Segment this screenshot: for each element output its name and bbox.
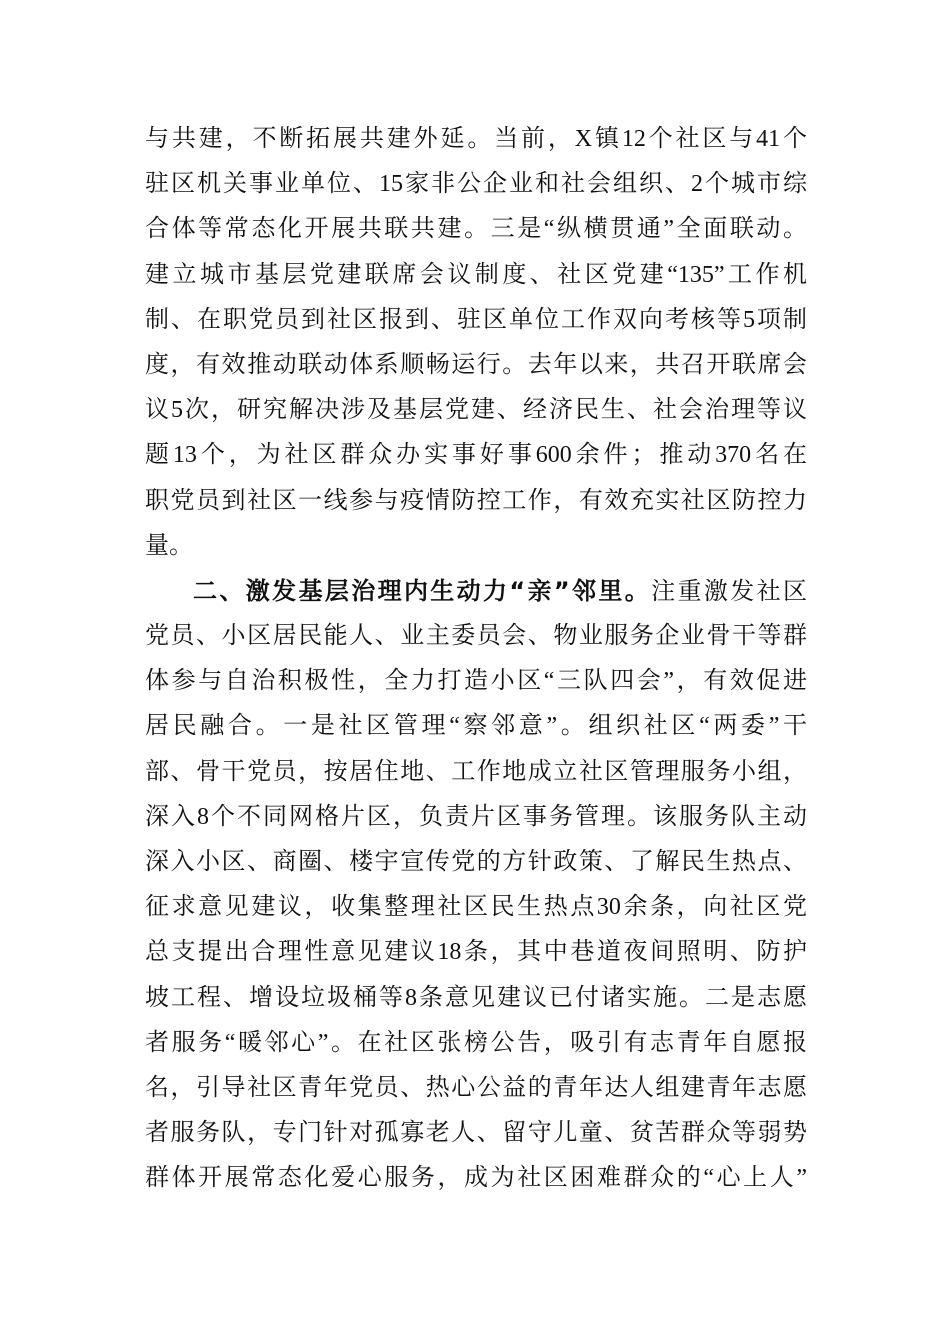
text-line: 群体开展常态化爱心服务，成为社区困难群众的“心上人”	[145, 1165, 807, 1192]
heading-line	[145, 569, 807, 614]
document-page	[145, 117, 807, 1202]
text-line: 部、骨干党员，按居住地、工作地成立社区管理服务小组，	[145, 758, 807, 785]
text-line: 总支提出合理性意见建议18条，其中巷道夜间照明、防护	[145, 939, 807, 966]
paragraph-1	[145, 117, 807, 569]
text-line: 体参与自治积极性，全力打造小区“三队四会”，有效促进	[145, 668, 807, 695]
section-heading: 二、激发基层治理内生动力“亲”邻里。	[193, 576, 652, 605]
text-line: 职党员到社区一线参与疫情防控工作，有效充实社区防控力	[145, 487, 807, 514]
text-line: 制、在职党员到社区报到、驻区单位工作双向考核等5项制	[145, 306, 807, 333]
paragraph-2	[145, 569, 807, 1202]
text-line: 议5次，研究解决涉及基层党建、经济民生、社会治理等议	[145, 397, 807, 424]
text-line: 建立城市基层党建联席会议制度、社区党建“135”工作机	[145, 261, 807, 288]
text-line: 者服务“暖邻心”。在社区张榜公告，吸引有志青年自愿报	[145, 1029, 807, 1056]
text-line: 深入小区、商圈、楼宇宣传党的方针政策、了解民生热点、	[145, 849, 807, 875]
text-line: 名，引导社区青年党员、热心公益的青年达人组建青年志愿	[145, 1074, 807, 1101]
text-line: 合体等常态化开展共联共建。三是“纵横贯通”全面联动。	[145, 216, 807, 243]
text-line: 党员、小区居民能人、业主委员会、物业服务企业骨干等群	[145, 623, 807, 650]
text-line: 题13个，为社区群众办实事好事600余件；推动370名在	[145, 442, 807, 469]
text-line: 驻区机关事业单位、15家非公企业和社会组织、2个城市综	[145, 171, 807, 198]
heading-rest-text: 注重激发社区	[651, 578, 808, 605]
text-line: 量。	[145, 532, 193, 559]
text-line: 度，有效推动联动体系顺畅运行。去年以来，共召开联席会	[145, 351, 807, 378]
text-line: 与共建，不断拓展共建外延。当前，X镇12个社区与41个	[145, 126, 807, 152]
text-line: 深入8个不同网格片区，负责片区事务管理。该服务队主动	[145, 803, 807, 830]
text-line: 征求意见建议，收集整理社区民生热点30余条，向社区党	[145, 894, 807, 921]
text-line: 坡工程、增设垃圾桶等8条意见建议已付诸实施。二是志愿	[145, 984, 807, 1011]
text-line: 居民融合。一是社区管理“察邻意”。组织社区“两委”干	[145, 713, 807, 740]
text-line: 者服务队，专门针对孤寡老人、留守儿童、贫苦群众等弱势	[145, 1120, 807, 1147]
